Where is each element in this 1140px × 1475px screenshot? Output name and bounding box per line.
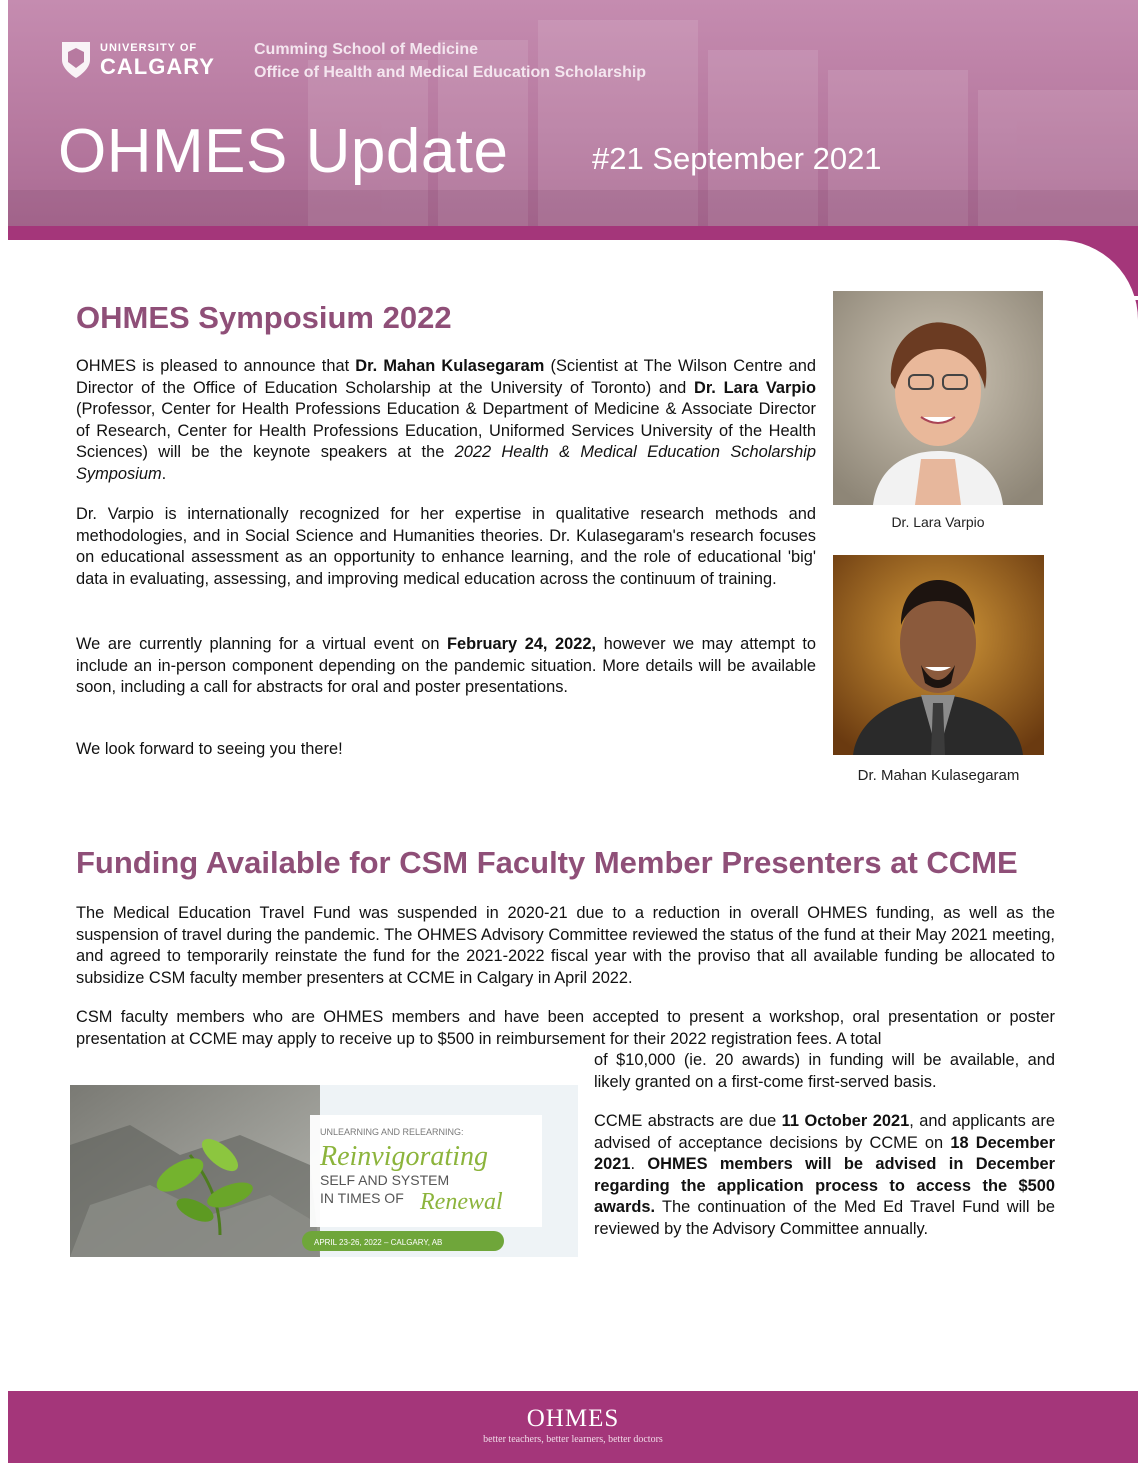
newsletter-title: OHMES Update [58, 117, 509, 186]
symposium-paragraph-1: OHMES is pleased to announce that Dr. Mahan Kulasegaram (Scientist at The Wilson Centre and Director of the Office of Education Scholarship at the University of Toronto) and Dr. Lara Varpio (Professor, Center for Health Professions Education & Department of Medicine & Associate Director of Research, Center for Health Professions Education, Uniformed Services University of the Health Sciences) will be the keynote speakers at the 2022 Health & Medical Education Scholarship Symposium. [76, 357, 816, 483]
school-line-1: Cumming School of Medicine [254, 41, 479, 58]
funding-paragraph-1: The Medical Education Travel Fund was suspended in 2020-21 due to a reduction in overall OHMES funding, as well as the suspension of travel during the pandemic. The OHMES Advisory Committee reviewed the status of the fund at their May 2021 meeting, and agreed to temporarily reinstate the fund for the 2021-2022 fiscal year with the proviso that all available funding be allocated to subsidize CSM faculty member presenters at CCME in Calgary in April 2022. [76, 904, 1055, 987]
footer-tagline: better teachers, better learners, better doctors [483, 1434, 663, 1445]
school-line-2: Office of Health and Medical Education Scholarship [254, 64, 647, 81]
logo-big-text: CALGARY [100, 53, 215, 79]
issue-label: #21 September 2021 [592, 141, 882, 176]
caption-mahan-kulasegaram: Dr. Mahan Kulasegaram [857, 767, 1020, 784]
shield-icon [60, 40, 92, 80]
banner-dates: APRIL 23-26, 2022 – CALGARY, AB [314, 1238, 443, 1247]
funding-paragraph-3: CCME abstracts are due 11 October 2021, and applicants are advised of acceptance decisions by CCME on 18 December 2021. OHMES members will be advised in December regarding the application process to access the $500 awards. The continuation of the Med Ed Travel Fund will be reviewed by the Advisory Committee annually. [594, 1112, 1056, 1238]
decision-date: 18 December 2021 [594, 1133, 1055, 1173]
banner-line-3: SELF AND SYSTEM [320, 1172, 450, 1188]
members-notice: OHMES members will be advised in December regarding the application process to access the $500 awards. [594, 1155, 1055, 1216]
funding-paragraph-2-continued: of $10,000 (ie. 20 awards) in funding will be available, and likely granted on a first-come first-served basis. [594, 1051, 1055, 1091]
footer-logo-text: OHMES [526, 1405, 620, 1432]
banner-line-5: Renewal [420, 1189, 503, 1215]
speaker-name-2: Dr. Lara Varpio [694, 378, 816, 397]
event-date: February 24, 2022, [447, 635, 597, 653]
funding-heading: Funding Available for CSM Faculty Member Presenters at CCME [76, 845, 1018, 880]
symposium-paragraph-3: We are currently planning for a virtual event on February 24, 2022, however we may attempt to include an in-person component depending on the pandemic situation. More details will be available soon, including a call for abstracts for oral and poster presentations. [76, 635, 816, 696]
banner-line-2: Reinvigorating [320, 1141, 488, 1172]
symposium-heading: OHMES Symposium 2022 [76, 300, 452, 335]
caption-lara-varpio: Dr. Lara Varpio [891, 514, 985, 530]
funding-paragraph-2: CSM faculty members who are OHMES members and have been accepted to present a workshop, oral presentation or poster presentation at CCME may apply to receive up to $500 in reimbursement for their 2022 registration fees. A total [76, 1008, 1055, 1048]
header-banner [8, 0, 1138, 226]
ccme-conference-banner [70, 1085, 578, 1257]
school-name [254, 38, 646, 84]
speaker-name-1: Dr. Mahan Kulasegaram [355, 357, 545, 375]
skyline-background [8, 0, 1138, 226]
logo-small-text: UNIVERSITY OF [100, 41, 198, 54]
abstract-deadline: 11 October 2021 [781, 1112, 910, 1130]
university-logo [60, 40, 215, 80]
banner-line-4: IN TIMES OF [320, 1190, 404, 1206]
banner-line-1: UNLEARNING AND RELEARNING: [320, 1127, 464, 1137]
symposium-name: 2022 Health & Medical Education Scholarship Symposium [76, 443, 816, 483]
symposium-paragraph-2: Dr. Varpio is internationally recognized for her expertise in qualitative research methods and methodologies, and in Social Science and Humanities theories. Dr. Kulasegaram's research focuses on educational assessment as an opportunity to enhance learning, and the role of educational 'big' data in evaluating, assessing, and improving medical education across the continuum of training. [76, 505, 816, 588]
photo-mahan-kulasegaram [833, 555, 1044, 755]
photo-lara-varpio [833, 291, 1043, 505]
symposium-paragraph-4: We look forward to seeing you there! [76, 740, 343, 758]
footer-bar [8, 1391, 1138, 1463]
